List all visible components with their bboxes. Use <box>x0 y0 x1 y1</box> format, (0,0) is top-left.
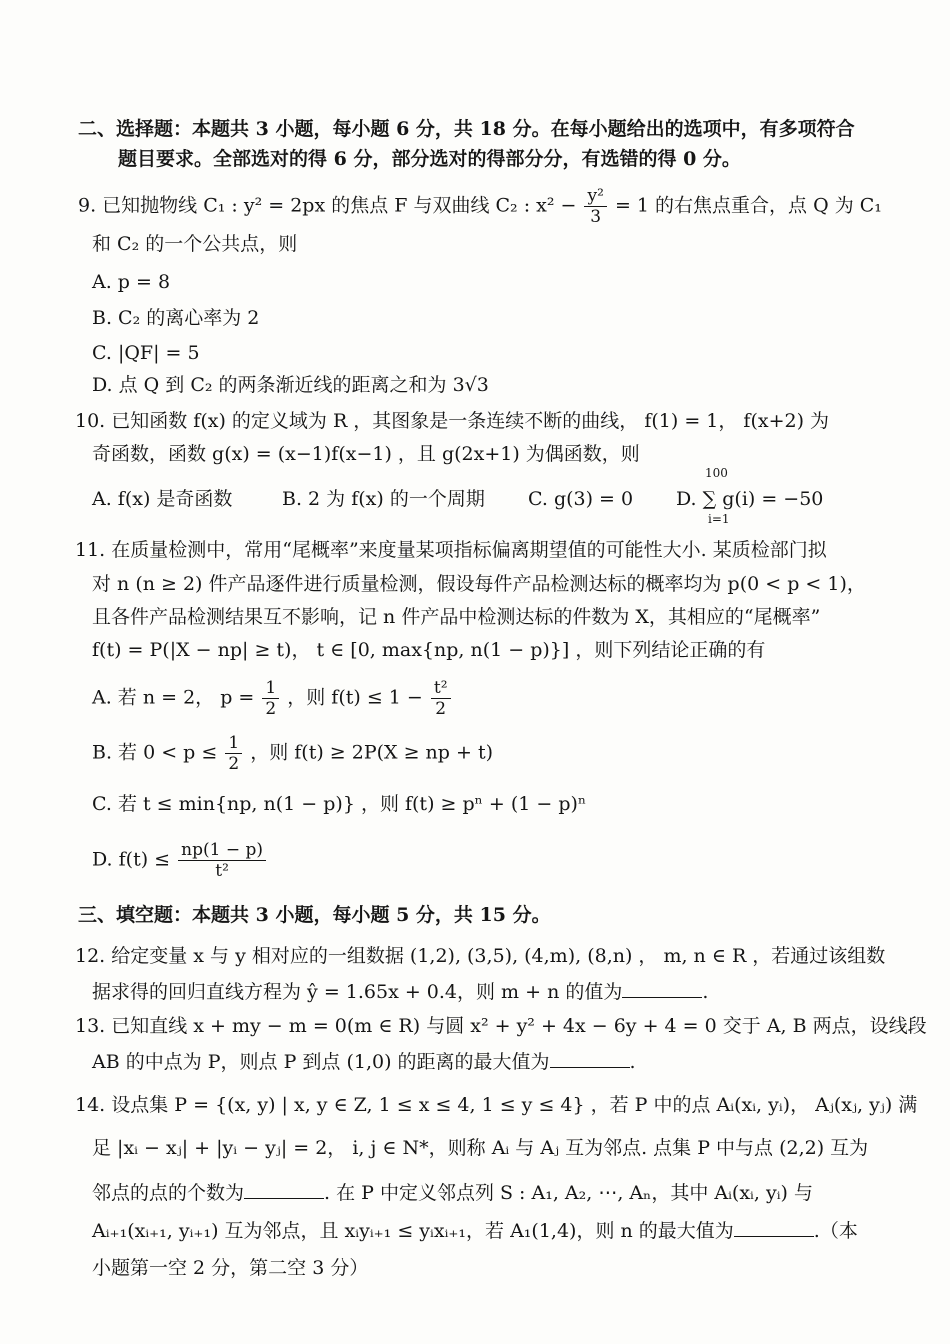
q11-a-frac2 <box>431 678 451 719</box>
q11-a-frac1-den: 2 <box>265 699 277 719</box>
q10-stem-line2: 奇函数，函数 g(x) = (x−1)f(x−1) ，且 g(2x+1) 为偶函数，则 <box>92 443 640 465</box>
q9-fraction <box>584 186 606 227</box>
q14-stem-line3 <box>92 1180 813 1205</box>
q9-stem-line2: 和 C₂ 的一个公共点，则 <box>92 233 298 255</box>
q11-b-frac-num: 1 <box>225 733 242 754</box>
q12-end: . <box>702 981 709 1003</box>
q13-stem-line1: 13. 已知直线 x + my − m = 0(m ∈ R) 与圆 x² + y² + 4x − 6y + 4 = 0 交于 A, B 两点，设线段 <box>75 1015 927 1037</box>
q11-stem-line4: f(t) = P(|X − np| ≥ t)， t ∈ [0, max{np, n(1 − p)}] ，则下列结论正确的有 <box>92 639 766 661</box>
q11-option-a <box>92 678 453 719</box>
q13-answer-blank[interactable] <box>550 1049 630 1068</box>
section3-heading: 三、填空题：本题共 3 小题，每小题 5 分，共 15 分。 <box>78 904 551 926</box>
q10-sum-upper: 100 <box>705 466 728 480</box>
q11-d-frac <box>178 840 266 881</box>
q14-stem4-post: .（本 <box>813 1220 858 1242</box>
q11-option-d <box>92 840 268 881</box>
q14-stem-line2: 足 |xᵢ − xⱼ| + |yᵢ − yⱼ| = 2， i, j ∈ N*，则称 Aᵢ 与 Aⱼ 互为邻点. 点集 P 中与点 (2,2) 互为 <box>92 1137 869 1159</box>
q9-stem-part-b: = 1 的右焦点重合，点 Q 为 C₁ <box>614 194 882 217</box>
q11-stem-line2: 对 n (n ≥ 2) 件产品逐件进行质量检测，假设每件产品检测达标的概率均为 p(0 < p < 1)， <box>92 573 866 595</box>
section2-heading-cont: 题目要求。全部选对的得 6 分，部分选对的得部分分，有选错的得 0 分。 <box>118 148 741 170</box>
q11-d-pre: D. f(t) ≤ <box>92 848 171 871</box>
q11-a-frac1 <box>262 678 279 719</box>
q11-d-frac-num: np(1 − p) <box>178 840 266 861</box>
q12-answer-blank[interactable] <box>622 979 702 998</box>
q9-option-a: A. p = 8 <box>92 271 171 293</box>
q14-stem-line4 <box>92 1218 858 1243</box>
q12-stem-line1: 12. 给定变量 x 与 y 相对应的一组数据 (1,2), (3,5), (4,m), (8,n) ， m, n ∈ R ，若通过该组数 <box>75 945 886 967</box>
q14-stem3-pre: 邻点的点的个数为 <box>92 1182 245 1204</box>
q9-stem-part-a: 9. 已知抛物线 C₁ : y² = 2px 的焦点 F 与双曲线 C₂ : x² − <box>78 194 577 217</box>
q10-sum-lower: i=1 <box>708 512 730 526</box>
q12-stem2-text: 据求得的回归直线方程为 ŷ = 1.65x + 0.4，则 m + n 的值为 <box>92 981 623 1003</box>
q11-d-frac-den: t² <box>215 861 229 881</box>
q9-frac-num: y² <box>584 186 606 207</box>
q9-stem-line1 <box>78 186 882 227</box>
q11-a-pre: A. 若 n = 2， p = <box>92 686 255 709</box>
q14-stem-line1: 14. 设点集 P = {(x, y) | x, y ∈ Z, 1 ≤ x ≤ 4, 1 ≤ y ≤ 4} ，若 P 中的点 Aᵢ(xᵢ, yᵢ)， Aⱼ(xⱼ, yⱼ) 满 <box>75 1094 918 1116</box>
q13-stem-line2 <box>92 1049 636 1074</box>
q9-frac-den: 3 <box>590 207 602 227</box>
q11-stem-line3: 且各件产品检测结果互不影响，记 n 件产品中检测达标的件数为 X，其相应的“尾概率” <box>92 606 821 628</box>
q11-a-frac1-num: 1 <box>262 678 279 699</box>
q9-option-c: C. |QF| = 5 <box>92 342 200 364</box>
q9-option-d: D. 点 Q 到 C₂ 的两条渐近线的距离之和为 3√3 <box>92 374 489 396</box>
q14-answer-blank-1[interactable] <box>244 1180 324 1199</box>
q14-answer-blank-2[interactable] <box>734 1218 814 1237</box>
section2-heading: 二、选择题：本题共 3 小题，每小题 6 分，共 18 分。在每小题给出的选项中，有多项符合 <box>78 118 855 140</box>
q9-option-b: B. C₂ 的离心率为 2 <box>92 307 260 329</box>
q11-option-b <box>92 733 493 774</box>
q11-b-pre: B. 若 0 < p ≤ <box>92 741 218 764</box>
q10-stem-line1: 10. 已知函数 f(x) 的定义域为 R ，其图象是一条连续不断的曲线， f(1) = 1， f(x+2) 为 <box>75 410 830 432</box>
q11-b-post: ，则 f(t) ≥ 2P(X ≥ np + t) <box>250 741 494 764</box>
q13-stem2-text: AB 的中点为 P，则点 P 到点 (1,0) 的距离的最大值为 <box>92 1051 550 1073</box>
q11-a-frac2-den: 2 <box>435 699 447 719</box>
q14-stem3-post: . 在 P 中定义邻点列 S : A₁, A₂, ⋯, Aₙ，其中 Aᵢ(xᵢ, yᵢ) 与 <box>324 1182 813 1204</box>
q10-option-b: B. 2 为 f(x) 的一个周期 <box>282 488 485 510</box>
q11-b-frac-den: 2 <box>228 754 240 774</box>
q10-option-c: C. g(3) = 0 <box>528 488 634 510</box>
q10-option-a: A. f(x) 是奇函数 <box>92 488 233 510</box>
q11-option-c: C. 若 t ≤ min{np, n(1 − p)} ，则 f(t) ≥ pⁿ + (1 − p)ⁿ <box>92 793 587 815</box>
q13-end: . <box>629 1051 636 1073</box>
q11-a-frac2-num: t² <box>431 678 451 699</box>
q11-a-mid: ，则 f(t) ≤ 1 − <box>287 686 423 709</box>
q12-stem-line2 <box>92 979 708 1004</box>
q10-option-d: D. ∑ g(i) = −50 <box>676 488 824 510</box>
q14-stem4-pre: Aᵢ₊₁(xᵢ₊₁, yᵢ₊₁) 互为邻点，且 xᵢyᵢ₊₁ ≤ yᵢxᵢ₊₁，若 A₁(1,4)，则 n 的最大值为 <box>92 1220 734 1242</box>
q11-b-frac <box>225 733 242 774</box>
q14-stem-line5: 小题第一空 2 分，第二空 3 分） <box>92 1257 369 1279</box>
q11-stem-line1: 11. 在质量检测中，常用“尾概率”来度量某项指标偏离期望值的可能性大小. 某质检部门拟 <box>75 539 827 561</box>
